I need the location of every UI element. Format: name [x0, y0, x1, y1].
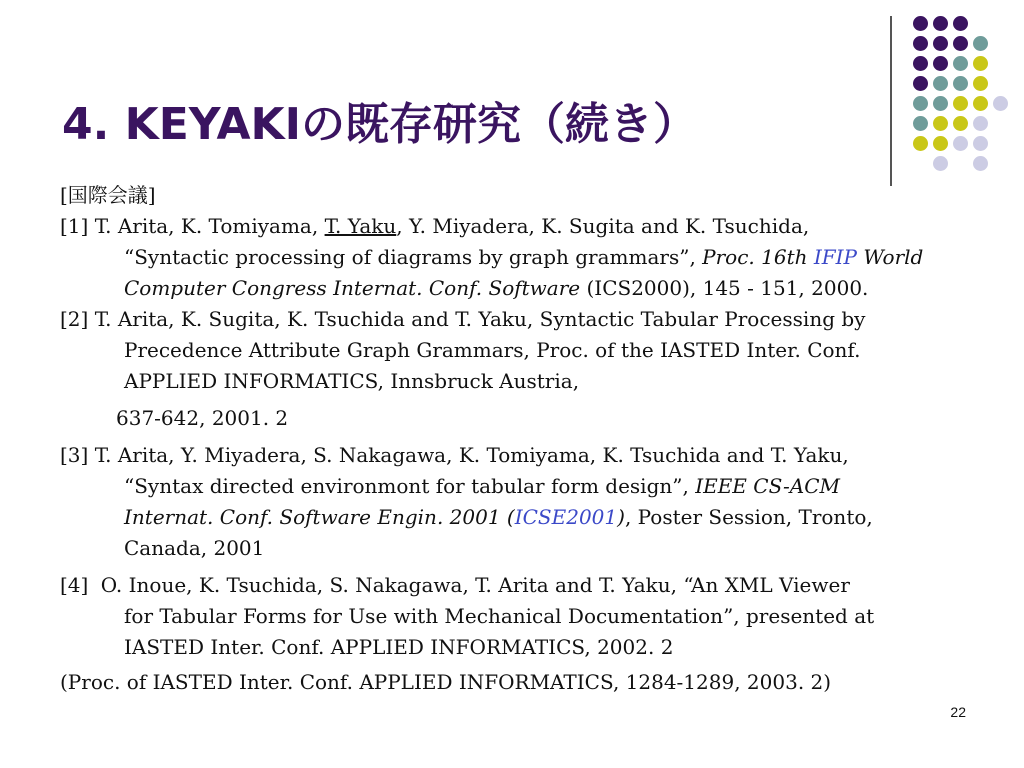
reference-venue: IEEE CS-ACM — [695, 474, 840, 498]
reference-item-4 — [60, 570, 980, 663]
reference-text: Canada, 2001 — [124, 536, 265, 560]
reference-venue-link[interactable]: ICSE2001 — [514, 505, 618, 529]
reference-item-2 — [60, 304, 980, 434]
decorative-dot — [913, 116, 928, 131]
reference-venue: ) — [617, 505, 625, 529]
decorative-dot — [953, 76, 968, 91]
decorative-dot — [913, 36, 928, 51]
decorative-dot — [933, 96, 948, 111]
page-number: 22 — [950, 704, 966, 720]
decorative-dot — [933, 116, 948, 131]
decorative-dot — [953, 56, 968, 71]
slide-title: 4. KEYAKIの既存研究（続き） — [62, 99, 697, 150]
decorative-dot — [913, 56, 928, 71]
decorative-dot — [973, 76, 988, 91]
decorative-dot — [953, 16, 968, 31]
decorative-dot — [953, 116, 968, 131]
reference-item-1 — [60, 211, 980, 304]
reference-text: O. Inoue, K. Tsuchida, S. Nakagawa, T. Arita and T. Yaku, “An XML Viewer — [100, 573, 850, 597]
decorative-dot — [933, 56, 948, 71]
decorative-dot — [973, 56, 988, 71]
reference-venue: World — [863, 245, 924, 269]
decorative-dot — [913, 136, 928, 151]
decorative-dot — [913, 96, 928, 111]
reference-venue: Computer Congress Internat. Conf. Software — [124, 276, 581, 300]
decorative-dot — [933, 76, 948, 91]
decorative-dot — [933, 156, 948, 171]
decorative-dot — [953, 96, 968, 111]
reference-author-underlined: T. Yaku — [324, 214, 397, 238]
reference-item-3 — [60, 440, 980, 564]
decorative-dot — [973, 136, 988, 151]
decorative-dot — [973, 96, 988, 111]
reference-text: T. Arita, Y. Miyadera, S. Nakagawa, K. Tomiyama, K. Tsuchida and T. Yaku, — [94, 443, 849, 467]
reference-title: “Syntactic processing of diagrams by graph grammars”, — [124, 245, 696, 269]
decorative-divider — [890, 16, 892, 186]
section-heading: [国際会議] — [60, 183, 156, 207]
reference-list — [60, 180, 980, 698]
decorative-dot — [933, 16, 948, 31]
decorative-dot — [933, 36, 948, 51]
reference-title: “Syntax directed environmont for tabular form design”, — [124, 474, 689, 498]
reference-venue-link[interactable]: IFIP — [813, 245, 857, 269]
decorative-dot — [973, 156, 988, 171]
reference-number: [4] — [60, 573, 89, 597]
reference-text: Precedence Attribute Graph Grammars, Proc. of the IASTED Inter. Conf. — [124, 338, 861, 362]
reference-pages: 637-642, 2001. 2 — [116, 406, 289, 430]
decorative-dot — [973, 36, 988, 51]
reference-number: [1] — [60, 214, 89, 238]
reference-text: IASTED Inter. Conf. APPLIED INFORMATICS, 2002. 2 — [124, 635, 674, 659]
reference-authors-rest: , Y. Miyadera, K. Sugita and K. Tsuchida, — [396, 214, 810, 238]
reference-text: T. Arita, K. Sugita, K. Tsuchida and T. Yaku, Syntactic Tabular Processing by — [94, 307, 866, 331]
reference-number: [3] — [60, 443, 89, 467]
reference-note: (Proc. of IASTED Inter. Conf. APPLIED INFORMATICS, 1284-1289, 2003. 2) — [60, 670, 832, 694]
decorative-dot — [993, 96, 1008, 111]
reference-details: (ICS2000), 145 - 151, 2000. — [586, 276, 869, 300]
reference-text: for Tabular Forms for Use with Mechanical Documentation”, presented at — [124, 604, 875, 628]
decorative-dot — [953, 36, 968, 51]
reference-text: APPLIED INFORMATICS, Innsbruck Austria, — [124, 369, 580, 393]
decorative-dot — [913, 16, 928, 31]
decorative-dot — [973, 116, 988, 131]
decorative-dot — [953, 136, 968, 151]
reference-venue: Proc. 16th — [702, 245, 808, 269]
reference-venue: Internat. Conf. Software Engin. 2001 ( — [124, 505, 515, 529]
decorative-dot — [913, 76, 928, 91]
reference-details: , Poster Session, Tronto, — [624, 505, 873, 529]
reference-number: [2] — [60, 307, 89, 331]
decorative-dot — [933, 136, 948, 151]
reference-authors: T. Arita, K. Tomiyama, — [94, 214, 325, 238]
